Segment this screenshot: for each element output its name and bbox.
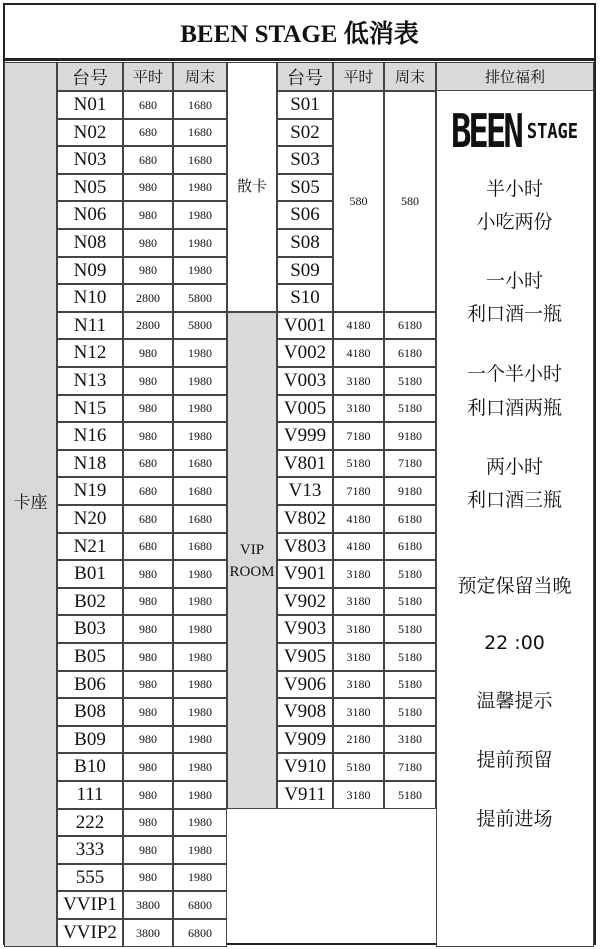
left-table-code: N13 (57, 367, 123, 395)
right-header-benefits: 排位福利 (436, 62, 594, 91)
v-table-code: V908 (277, 698, 333, 726)
v-weekday-price: 3180 (333, 698, 384, 726)
left-weekend-price: 1980 (173, 836, 227, 864)
left-header-weekday: 平时 (123, 62, 173, 91)
left-table-code: B06 (57, 671, 123, 698)
logo-text-been: BEEN (450, 105, 521, 159)
left-table-code: N09 (57, 257, 123, 284)
v-weekend-price: 5180 (384, 395, 436, 422)
left-weekday-price: 980 (123, 560, 173, 588)
left-table-code: N06 (57, 201, 123, 229)
v-weekday-price: 4180 (333, 339, 384, 367)
v-weekend-price: 6180 (384, 533, 436, 560)
left-table-code: N08 (57, 229, 123, 257)
left-weekend-price: 1980 (173, 726, 227, 753)
reservation-hold-note: 预定保留当晚 (457, 575, 572, 597)
left-weekend-price: 1680 (173, 477, 227, 505)
s-table-code: S05 (277, 174, 333, 201)
left-weekday-price: 980 (123, 643, 173, 671)
left-table-code: N03 (57, 146, 123, 174)
left-table-code: N12 (57, 339, 123, 367)
v-weekday-price: 2180 (333, 726, 384, 753)
v-table-code: V910 (277, 753, 333, 781)
left-weekday-price: 2800 (123, 312, 173, 339)
left-weekend-price: 1980 (173, 229, 227, 257)
v-weekday-price: 5180 (333, 753, 384, 781)
v-weekday-price: 3180 (333, 395, 384, 422)
logo-text-stage: STAGE (526, 120, 579, 144)
left-table-code: 222 (57, 809, 123, 836)
benefit-ninety-min-reward: 利口酒两瓶 (466, 397, 562, 419)
left-table-code: VVIP1 (57, 891, 123, 919)
right-header-weekend: 周末 (384, 62, 436, 91)
left-table-code: N05 (57, 174, 123, 201)
left-weekday-price: 980 (123, 257, 173, 284)
benefit-half-hour: 半小时 (485, 178, 543, 200)
left-weekday-price: 980 (123, 588, 173, 615)
left-weekend-price: 1980 (173, 588, 227, 615)
benefit-one-hour: 一小时 (485, 270, 543, 292)
v-weekend-price: 5180 (384, 781, 436, 809)
left-weekday-price: 680 (123, 477, 173, 505)
left-table-code: B01 (57, 560, 123, 588)
left-weekend-price: 1980 (173, 339, 227, 367)
left-weekend-price: 1980 (173, 395, 227, 422)
benefit-one-hour-reward: 利口酒一瓶 (466, 303, 562, 325)
v-table-code: V905 (277, 643, 333, 671)
left-weekend-price: 1980 (173, 367, 227, 395)
v-table-code: V13 (277, 477, 333, 505)
v-weekday-price: 3180 (333, 671, 384, 698)
left-weekend-price: 1980 (173, 422, 227, 450)
v-weekday-price: 3180 (333, 781, 384, 809)
s-table-code: S03 (277, 146, 333, 174)
left-table-code: 555 (57, 864, 123, 891)
left-weekend-price: 1980 (173, 257, 227, 284)
left-weekend-price: 1680 (173, 505, 227, 533)
v-weekend-price: 7180 (384, 450, 436, 477)
s-weekend-price: 580 (384, 91, 436, 312)
left-weekend-price: 5800 (173, 312, 227, 339)
v-table-code: V909 (277, 726, 333, 753)
left-table-code: N11 (57, 312, 123, 339)
left-table-code: N10 (57, 284, 123, 312)
left-weekend-price: 1980 (173, 671, 227, 698)
left-weekday-price: 680 (123, 91, 173, 119)
benefit-ninety-min: 一个半小时 (466, 363, 562, 385)
reservation-hold-time: 22 :00 (484, 632, 545, 654)
left-weekday-price: 680 (123, 533, 173, 560)
left-weekday-price: 980 (123, 698, 173, 726)
v-weekday-price: 3180 (333, 643, 384, 671)
left-weekday-price: 980 (123, 726, 173, 753)
v-weekend-price: 6180 (384, 339, 436, 367)
v-table-code: V903 (277, 615, 333, 643)
left-weekend-price: 1980 (173, 753, 227, 781)
v-weekend-price: 7180 (384, 753, 436, 781)
left-weekday-price: 980 (123, 174, 173, 201)
left-weekday-price: 980 (123, 395, 173, 422)
s-table-code: S02 (277, 119, 333, 146)
v-weekend-price: 6180 (384, 505, 436, 533)
left-weekday-price: 680 (123, 450, 173, 477)
tip-reserve-early: 提前预留 (476, 749, 553, 771)
v-table-code: V999 (277, 422, 333, 450)
v-table-code: V803 (277, 533, 333, 560)
v-table-code: V906 (277, 671, 333, 698)
right-header-table-no: 台号 (277, 62, 333, 91)
benefit-two-hours: 两小时 (485, 456, 543, 478)
been-stage-logo (436, 105, 593, 159)
left-table-code: N01 (57, 91, 123, 119)
left-table-code: B08 (57, 698, 123, 726)
left-table-code: B03 (57, 615, 123, 643)
tip-arrive-early: 提前进场 (476, 808, 553, 830)
left-weekend-price: 1980 (173, 174, 227, 201)
v-weekend-price: 5180 (384, 615, 436, 643)
left-weekday-price: 980 (123, 367, 173, 395)
left-table-code: B10 (57, 753, 123, 781)
left-weekday-price: 3800 (123, 919, 173, 947)
v-table-code: V801 (277, 450, 333, 477)
tip-heading: 温馨提示 (476, 690, 553, 712)
left-weekend-price: 1680 (173, 91, 227, 119)
v-weekend-price: 5180 (384, 560, 436, 588)
s-table-code: S06 (277, 201, 333, 229)
benefit-two-hours-reward: 利口酒三瓶 (466, 489, 562, 511)
left-weekend-price: 1980 (173, 201, 227, 229)
v-weekend-price: 5180 (384, 698, 436, 726)
v-weekend-price: 5180 (384, 588, 436, 615)
left-header-weekend: 周末 (173, 62, 227, 91)
v-weekday-price: 3180 (333, 588, 384, 615)
left-weekday-price: 980 (123, 229, 173, 257)
left-weekend-price: 5800 (173, 284, 227, 312)
left-table-code: N15 (57, 395, 123, 422)
v-table-code: V802 (277, 505, 333, 533)
v-weekday-price: 5180 (333, 450, 384, 477)
left-weekend-price: 1680 (173, 533, 227, 560)
left-table-code: N02 (57, 119, 123, 146)
v-table-code: V003 (277, 367, 333, 395)
v-weekday-price: 4180 (333, 312, 384, 339)
v-weekend-price: 5180 (384, 367, 436, 395)
v-table-code: V001 (277, 312, 333, 339)
left-weekday-price: 680 (123, 505, 173, 533)
left-table-code: VVIP2 (57, 919, 123, 947)
left-weekend-price: 1680 (173, 450, 227, 477)
v-table-code: V005 (277, 395, 333, 422)
v-weekday-price: 3180 (333, 615, 384, 643)
left-weekday-price: 3800 (123, 891, 173, 919)
v-weekday-price: 3180 (333, 560, 384, 588)
v-weekend-price: 3180 (384, 726, 436, 753)
left-weekday-price: 980 (123, 836, 173, 864)
left-weekend-price: 1980 (173, 698, 227, 726)
left-weekend-price: 1980 (173, 560, 227, 588)
v-weekday-price: 3180 (333, 367, 384, 395)
left-table-code: B09 (57, 726, 123, 753)
left-weekday-price: 980 (123, 615, 173, 643)
left-weekday-price: 980 (123, 809, 173, 836)
left-weekday-price: 980 (123, 753, 173, 781)
left-weekday-price: 680 (123, 119, 173, 146)
page-title: BEEN STAGE 低消表 (180, 20, 419, 48)
left-table-code: N19 (57, 477, 123, 505)
s-table-code: S10 (277, 284, 333, 312)
group-vip-label-1: VIP (239, 541, 265, 558)
left-weekend-price: 1980 (173, 643, 227, 671)
left-table-code: N21 (57, 533, 123, 560)
s-table-code: S09 (277, 257, 333, 284)
v-table-code: V902 (277, 588, 333, 615)
left-weekend-price: 6800 (173, 891, 227, 919)
group-kazuo-label: 卡座 (13, 492, 48, 513)
left-weekend-price: 1980 (173, 864, 227, 891)
v-weekend-price: 9180 (384, 477, 436, 505)
left-weekend-price: 1980 (173, 809, 227, 836)
left-weekday-price: 980 (123, 671, 173, 698)
left-weekend-price: 6800 (173, 919, 227, 947)
v-table-code: V911 (277, 781, 333, 809)
v-weekday-price: 7180 (333, 477, 384, 505)
group-vip-label-2: ROOM (229, 563, 275, 580)
v-weekday-price: 4180 (333, 533, 384, 560)
v-weekday-price: 4180 (333, 505, 384, 533)
benefit-half-hour-reward: 小吃两份 (476, 211, 553, 233)
left-weekday-price: 980 (123, 201, 173, 229)
left-weekend-price: 1680 (173, 119, 227, 146)
s-table-code: S08 (277, 229, 333, 257)
left-weekday-price: 2800 (123, 284, 173, 312)
right-header-weekday: 平时 (333, 62, 384, 91)
left-weekday-price: 680 (123, 146, 173, 174)
left-table-code: N18 (57, 450, 123, 477)
v-weekday-price: 7180 (333, 422, 384, 450)
left-table-code: N20 (57, 505, 123, 533)
left-header-table-no: 台号 (57, 62, 123, 91)
group-sanka-label: 散卡 (236, 176, 267, 195)
left-table-code: B05 (57, 643, 123, 671)
left-weekday-price: 980 (123, 781, 173, 809)
left-weekday-price: 980 (123, 864, 173, 891)
v-table-code: V002 (277, 339, 333, 367)
left-weekend-price: 1980 (173, 781, 227, 809)
left-table-code: N16 (57, 422, 123, 450)
v-table-code: V901 (277, 560, 333, 588)
s-weekday-price: 580 (333, 91, 384, 312)
left-table-code: 111 (57, 781, 123, 809)
left-table-code: 333 (57, 836, 123, 864)
v-weekend-price: 5180 (384, 643, 436, 671)
v-weekend-price: 6180 (384, 312, 436, 339)
left-weekend-price: 1680 (173, 146, 227, 174)
v-weekend-price: 9180 (384, 422, 436, 450)
v-weekend-price: 5180 (384, 671, 436, 698)
left-weekend-price: 1980 (173, 615, 227, 643)
left-weekday-price: 980 (123, 339, 173, 367)
s-table-code: S01 (277, 91, 333, 119)
left-table-code: B02 (57, 588, 123, 615)
left-weekday-price: 980 (123, 422, 173, 450)
